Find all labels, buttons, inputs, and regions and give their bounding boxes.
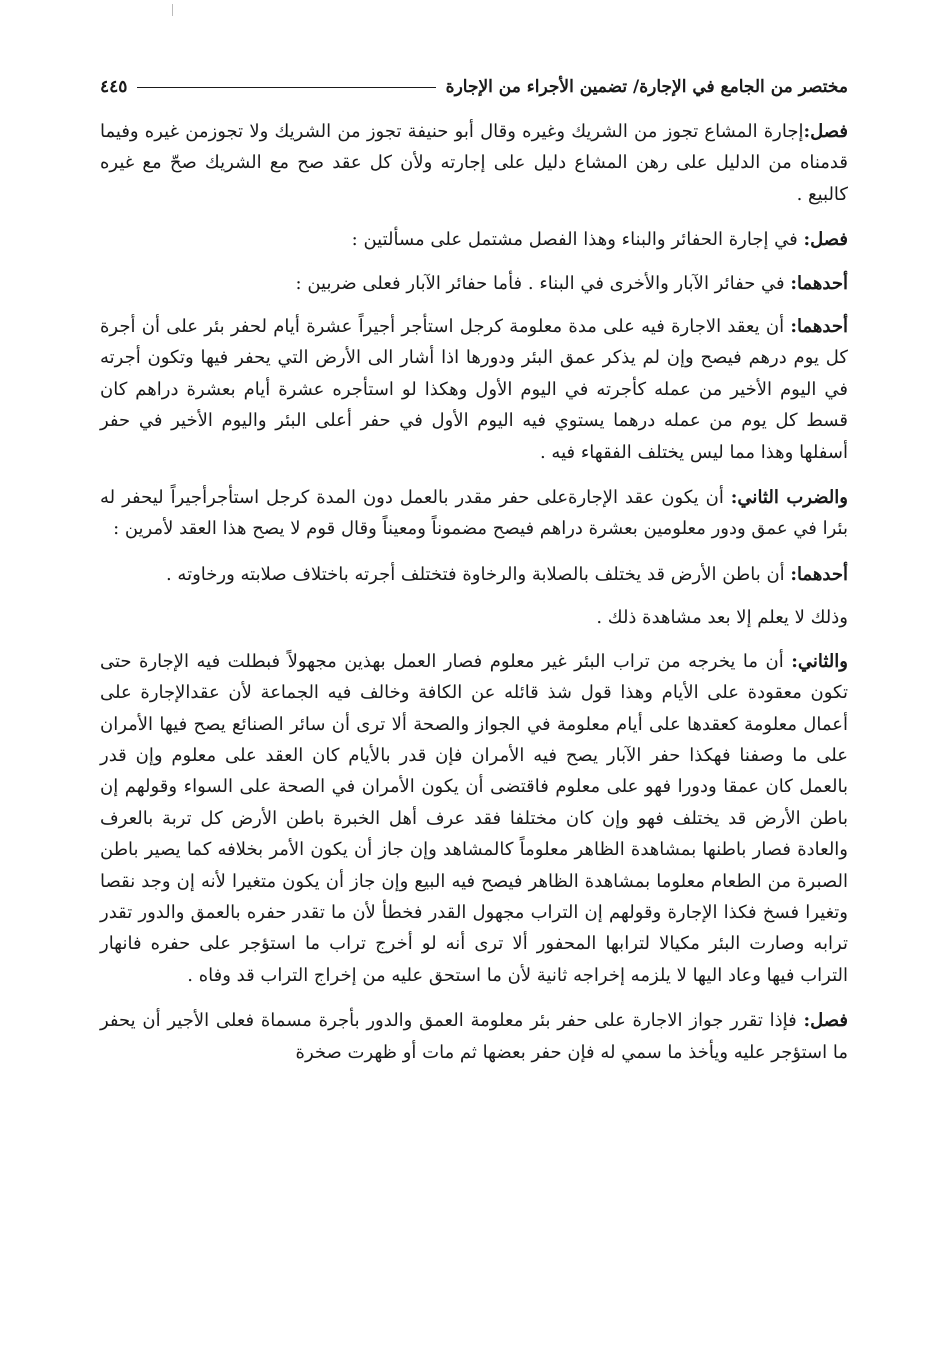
paragraph-text: فإذا تقرر جواز الاجارة على حفر بئر معلومة العمق والدور بأجرة مسماة فعلى الأجير أن يحفر ما استؤجر عليه ويأخذ ما سمي له فإن حفر بعضها ثم مات أو ظهرت صخرة: [100, 1010, 848, 1063]
paragraph-text: أن ما يخرجه من تراب البئر غير معلوم فصار العمل بهذين مجهولاً فبطلت فيه الإجارة حتى تكون معقودة على الأيام وهذا قول شذ قائله عن الكافة وخالف فيه الجماعة لأن عقدالإجارة على أعمال معلومة كعقدها على أيام معلومة في الجواز والصحة ألا ترى أن سائر الصنائع يصح فيها الأمران على ما وصفنا فهكذا حفر الآبار يصح فيه الأمران فإن قدر بالأيام كان العقد على معلوم وإن قدر بالعمل كان عمقا ودورا فهو على معلوم فاقتضى أن يكون الأمران في الصحة على السواء وقولهم إن باطن الأرض قد يختلف فهو وإن كان مختلفا فقد عرف أهل الخبرة باطن الأرض كل تربة بالعرف والعادة فصار باطنها بمشاهدة الظاهر معلوماً كالمشاهد وإن جاز أن يكون الأمر بخلافه كما يصير باطن الصبرة من الطعام معلوما بمشاهدة الظاهر فيصح فيه البيع وإن جاز أن يكون متغيرا لأنه إن وجد نقصا وتغيرا فسخ فكذا الإجارة وقولهم إن التراب مجهول القدر فخطأ لأن ما تقدر حفره بالعمق والدور تقدر ترابه وصارت البئر مكيالا لترابها المحفور ألا ترى أنه لو أخرج تراب ما استؤجر على حفره فانهار التراب فيها وعاد اليها لا يلزمه إخراجه ثانية لأن ما استحق عليه من إخراج التراب قد وفاه .: [100, 650, 848, 986]
paragraph-text: في حفائر الآبار والأخرى في البناء . فأما حفائر الآبار فعلى ضربين :: [295, 272, 791, 294]
paragraph-lead: أحدهما:: [790, 563, 848, 585]
paragraph-text: في إجارة الحفائر والبناء وهذا الفصل مشتمل على مسألتين :: [351, 229, 804, 251]
paragraph: [100, 646, 848, 991]
paragraph-lead: أحدهما:: [790, 272, 848, 294]
paragraph: [100, 602, 848, 633]
running-title: مختصر من الجامع في الإجارة/ تضمين الأجراء من الإجارة: [445, 77, 848, 97]
book-page: [100, 70, 848, 1360]
paragraph-lead: فصل:: [803, 229, 848, 251]
paragraph-text: أن يعقد الاجارة فيه على مدة معلومة كرجل استأجر أجيراً عشرة أيام لحفر بئر على أن أجرة كل يوم درهم فيصح وإن لم يذكر عمق البئر ودورها اذا أشار الى الأرض التي يحفر فيها وتكون أجرته في اليوم الأخير من عمله كأجرته في اليوم الأول وهكذا لو استأجره عشرة أيام بعشرة دراهم كان قسط كل يوم من عمله درهما يستوي فيه اليوم الأول في حفر أعلى البئر واليوم الأخير في حفر أسفلها وهذا مما ليس يختلف الفقهاء فيه .: [100, 316, 848, 463]
paragraph-text: أن يكون عقد الإجارةعلى حفر مقدر بالعمل دون المدة كرجل استأجرأجيراً ليحفر له بئرا في عمق ودور معلومين بعشرة دراهم فيصح مضموناً ومعيناً وقال قوم لا يصح هذا العقد لأمرين :: [100, 487, 848, 540]
paragraph-text: أن باطن الأرض قد يختلف بالصلابة والرخاوة فتختلف أجرته باختلاف صلابته ورخاوته .: [165, 563, 791, 585]
header-rule: [137, 87, 435, 88]
paragraph: [100, 1005, 848, 1068]
paragraph-text: وذلك لا يعلم إلا بعد مشاهدة ذلك .: [596, 607, 848, 629]
paragraph: [100, 224, 848, 255]
paragraph-text: إجارة المشاع تجوز من الشريك وغيره وقال أبو حنيفة تجوز من الشريك ولا تجوزمن غيره وفيما قدمناه من الدليل على رهن المشاع دليل على إجارته ولأن كل عقد صح مع الشريك صحّ مع غيره كالبيع .: [100, 121, 848, 205]
paragraph-lead: فصل:: [803, 121, 848, 142]
paragraph-lead: والضرب الثاني:: [730, 487, 848, 509]
paragraph: [100, 311, 848, 468]
paragraph: [100, 116, 848, 210]
paragraph: [100, 482, 848, 545]
paragraph-lead: أحدهما:: [790, 316, 848, 338]
paragraph-lead: فصل:: [803, 1010, 848, 1032]
paragraph-lead: والثاني:: [791, 650, 848, 672]
page-header: [100, 70, 848, 104]
body-text: [100, 116, 848, 1068]
paragraph: [100, 268, 848, 299]
page-number: ٤٤٥: [100, 77, 128, 97]
paragraph: [100, 559, 848, 590]
scan-artifact-line: [172, 4, 173, 16]
